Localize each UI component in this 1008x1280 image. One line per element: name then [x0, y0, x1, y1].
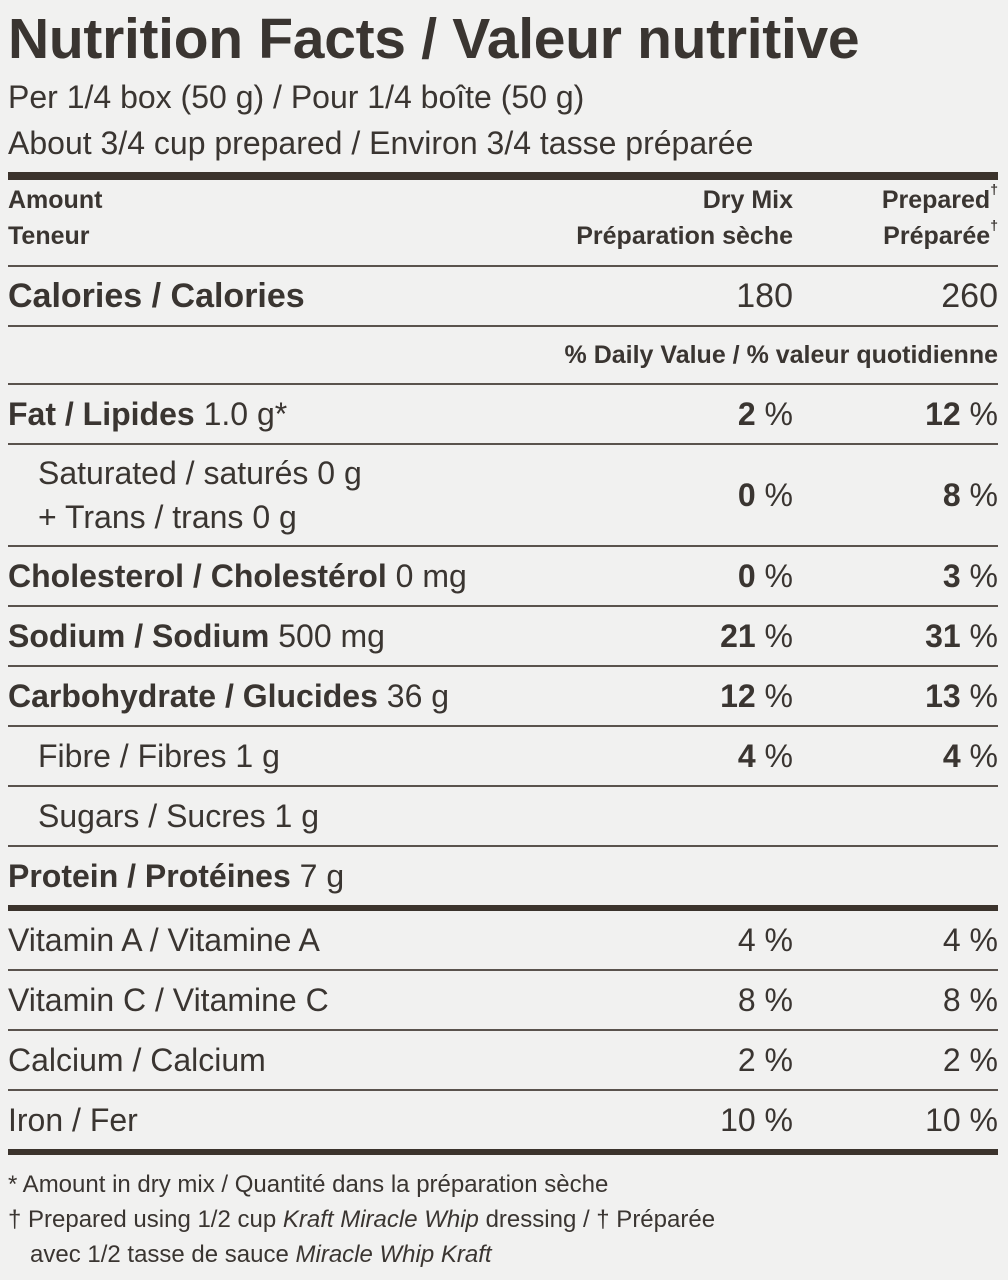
dry-dv: 2 %: [737, 395, 793, 432]
nutrient-amount: 7 g: [299, 857, 345, 894]
dry-mix-header: Dry Mix: [702, 186, 793, 214]
dry-mix-header-fr: Préparation sèche: [576, 222, 793, 250]
footnote-dagger: † Prepared using 1/2 cup Kraft Miracle Whip dressing / † Préparée: [8, 1206, 716, 1233]
vitamin-label: Iron / Fer: [8, 1101, 138, 1138]
nutrient-row: [8, 385, 998, 443]
vitamin-row: [8, 971, 998, 1029]
footnote-star: * Amount in dry mix / Quantité dans la préparation sèche: [8, 1171, 609, 1198]
vitamin-label: Vitamin C / Vitamine C: [8, 981, 329, 1018]
calories-label: Calories / Calories: [8, 276, 305, 315]
nutrient-amount: 500 mg: [278, 617, 385, 654]
nutrient-row: [8, 607, 998, 665]
thick-divider: [8, 172, 998, 180]
prepared-dv: 4 %: [942, 921, 998, 958]
vitamin-row: [8, 1031, 998, 1089]
nutrition-facts-label: [8, 0, 998, 1272]
nutrient-label: Sodium / Sodium 500 mg: [8, 617, 385, 654]
nutrient-amount: 36 g: [386, 677, 450, 714]
dry-dv: 0 %: [737, 477, 793, 513]
dagger-mark: †: [990, 217, 998, 233]
vitamin-label: Calcium / Calcium: [8, 1041, 266, 1078]
dry-dv: 8 %: [737, 981, 793, 1018]
nutrient-amount: 1.0 g*: [203, 395, 288, 432]
prepared-dv: 8 %: [942, 981, 998, 1018]
prepared-dv: 10 %: [925, 1101, 998, 1138]
vitamin-row: [8, 911, 998, 969]
nutrient-row: [8, 847, 998, 905]
dry-dv: 0 %: [737, 557, 793, 594]
serving-size: Per 1/4 box (50 g) / Pour 1/4 boîte (50 g): [8, 79, 585, 115]
nutrient-amount: 0 mg: [395, 557, 467, 594]
label-title: Nutrition Facts / Valeur nutritive: [8, 7, 860, 71]
prepared-header: Prepared: [881, 186, 991, 214]
nutrient-label: Saturated / saturés 0 g + Trans / trans 0 g: [38, 455, 362, 535]
vitamin-label: Vitamin A / Vitamine A: [8, 921, 320, 958]
vitamin-row: [8, 1091, 998, 1149]
prepared-serving: About 3/4 cup prepared / Environ 3/4 tasse préparée: [8, 125, 754, 161]
dry-dv: 21 %: [720, 617, 793, 654]
dry-dv: 2 %: [737, 1041, 793, 1078]
prepared-dv: 13 %: [925, 677, 998, 714]
thick-divider: [8, 1149, 998, 1155]
dagger-mark: †: [990, 181, 998, 197]
prepared-header-fr: Préparée: [883, 222, 991, 250]
prepared-dv: 8 %: [942, 477, 998, 513]
daily-value-header: % Daily Value / % valeur quotidienne: [564, 340, 998, 369]
dry-dv: 4 %: [737, 737, 793, 774]
nutrient-label: Carbohydrate / Glucides 36 g: [8, 677, 450, 714]
prepared-dv: 31 %: [925, 617, 998, 654]
nutrient-row: [8, 667, 998, 725]
nutrient-label: Fibre / Fibres 1 g: [38, 737, 280, 774]
calories-dry: 180: [736, 276, 793, 315]
dry-dv: 12 %: [720, 677, 793, 714]
nutrient-label: Cholesterol / Cholestérol 0 mg: [8, 557, 467, 594]
nutrient-label: Sugars / Sucres 1 g: [38, 797, 320, 834]
teneur-label: Teneur: [8, 222, 90, 250]
column-header: [8, 180, 998, 265]
nutrient-row: [8, 787, 998, 845]
nutrient-label: Protein / Protéines 7 g: [8, 857, 345, 894]
nutrient-label: Fat / Lipides 1.0 g*: [8, 395, 288, 432]
dry-dv: 10 %: [720, 1101, 793, 1138]
dry-dv: 4 %: [737, 921, 793, 958]
footnote-dagger-cont: avec 1/2 tasse de sauce Miracle Whip Kraft: [30, 1241, 492, 1268]
calories-row: [8, 267, 998, 325]
nutrient-row: [8, 445, 998, 545]
prepared-dv: 3 %: [942, 557, 998, 594]
footnotes: [8, 1167, 998, 1272]
nutrient-row: [8, 727, 998, 785]
nutrient-row: [8, 547, 998, 605]
calories-prepared: 260: [941, 276, 998, 315]
prepared-dv: 2 %: [942, 1041, 998, 1078]
prepared-dv: 12 %: [925, 395, 998, 432]
amount-label: Amount: [8, 186, 103, 214]
prepared-dv: 4 %: [942, 737, 998, 774]
